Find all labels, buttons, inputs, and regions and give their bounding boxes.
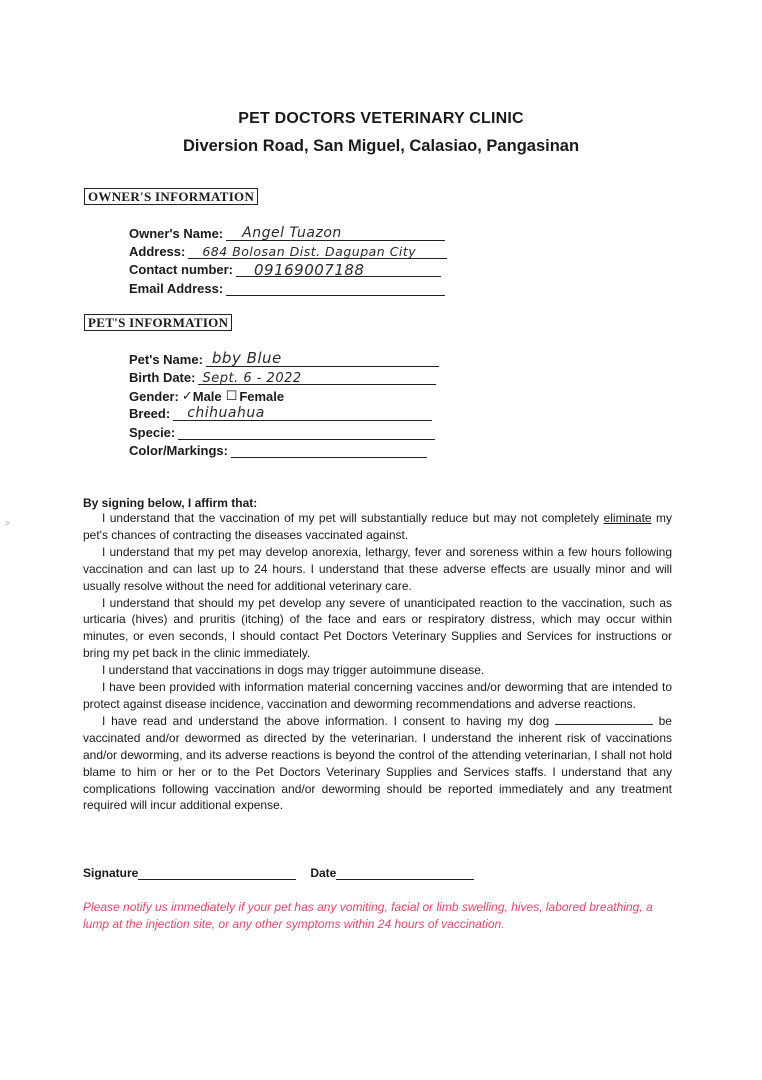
affirm-paragraph: I have been provided with information material concerning vaccines and/or deworming that are intended to protect against disease incidence, vaccination and deworming recommendations and adverse reactions.	[83, 680, 672, 711]
clinic-name: PET DOCTORS VETERINARY CLINIC	[238, 110, 524, 127]
email-field: Email Address:	[129, 281, 445, 296]
birth-date-value: Sept. 6 - 2022	[202, 371, 302, 386]
breed-field: Breed: chihuahua	[129, 406, 432, 421]
dog-name-blank[interactable]	[555, 713, 653, 725]
pet-section-title: PET'S INFORMATION	[84, 314, 232, 331]
specie-field: Specie:	[129, 425, 435, 440]
date-line[interactable]	[336, 867, 474, 880]
color-markings-field: Color/Markings:	[129, 443, 427, 458]
owner-section-title: OWNER'S INFORMATION	[84, 188, 258, 205]
affirm-heading: By signing below, I affirm that:	[83, 496, 258, 510]
scan-mark: >	[5, 519, 10, 528]
pet-name-field: Pet's Name: bby Blue	[129, 352, 439, 367]
male-checkbox[interactable]: ✓	[181, 388, 193, 403]
affirm-paragraph: I understand that the vaccination of my pet will substantially reduce but may not completely eliminate my pet's chances of contracting the diseases vaccinated against.	[83, 511, 672, 542]
address-field: Address: 684 Bolosan Dist. Dagupan City	[129, 244, 447, 259]
date-label: Date	[310, 866, 337, 880]
breed-value: chihuahua	[187, 405, 265, 421]
clinic-address: Diversion Road, San Miguel, Calasiao, Pangasinan	[182, 137, 580, 155]
affirm-paragraph: I understand that my pet may develop anorexia, lethargy, fever and soreness within a few hours following vaccination and can last up to 24 hours. I understand that these adverse effects are usually minor and will usually resolve without the need for additional veterinary care.	[83, 544, 672, 593]
contact-number-value: 09169007188	[254, 261, 365, 279]
signature-label: Signature	[83, 866, 139, 880]
signature-row	[83, 866, 474, 880]
birth-date-field: Birth Date: Sept. 6 - 2022	[129, 370, 436, 385]
notice-text: Please notify us immediately if your pet has any vomiting, facial or limb swelling, hives, labored breathing, a lump at the injection site, or any other symptoms within 24 hours of vaccination.	[83, 900, 653, 931]
signature-line[interactable]	[138, 867, 296, 880]
owner-name-field: Owner's Name: Angel Tuazon	[129, 226, 445, 241]
contact-number-field: Contact number: 09169007188	[129, 262, 441, 277]
female-checkbox[interactable]: ☐	[225, 388, 238, 403]
address-value: 684 Bolosan Dist. Dagupan City	[202, 244, 417, 259]
affirm-paragraph: I understand that vaccinations in dogs may trigger autoimmune disease.	[102, 663, 485, 678]
owner-name-value: Angel Tuazon	[242, 225, 342, 241]
gender-field: Gender: ✓ Male ☐ Female	[129, 388, 285, 404]
affirm-paragraph: I have read and understand the above information. I consent to having my dog be vaccinated and/or dewormed as directed by the veterinarian. I understand the inherent risk of vaccinations and/or deworming, and its adverse reactions is beyond the control of the attending veterinarian, I shall not hold blame to him or her or to the Pet Doctors Veterinary Supplies and Services staffs. I understand that any complications following vaccination and/or deworming should be reported immediately and any treatment required will incur additional expense.	[83, 713, 672, 813]
pet-name-value: bby Blue	[211, 349, 282, 367]
affirm-body	[83, 510, 672, 814]
affirm-paragraph: I understand that should my pet develop any severe of unanticipated reaction to the vaccination, such as urticaria (hives) and pruritis (itching) of the face and ears or respiratory distress, which may occur within minutes, or even seconds, I should contact Pet Doctors Veterinary Supplies and Services for instructions or bring my pet back in the clinic immediately.	[83, 595, 672, 661]
